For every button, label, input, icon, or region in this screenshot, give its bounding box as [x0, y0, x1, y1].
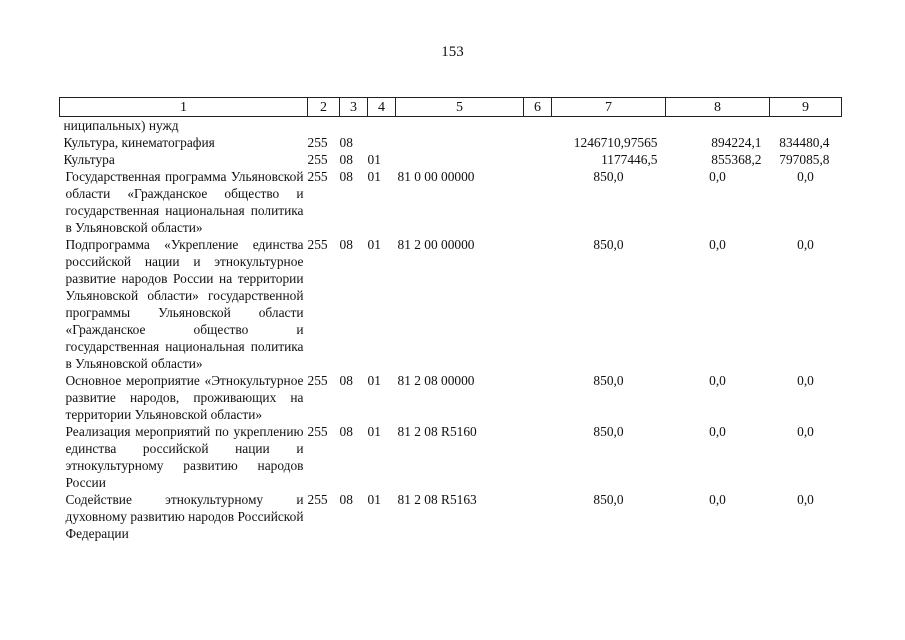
- row-name: Содействие этнокультурному и духовному развитию народов Российской Федерации: [65, 492, 304, 541]
- cell-c3: 08: [339, 373, 353, 388]
- cell-c9: 797085,8: [779, 152, 830, 167]
- cell-c8: 0,0: [709, 424, 726, 439]
- cell-c3: 08: [339, 492, 353, 507]
- cell-c2: 255: [307, 492, 328, 507]
- cell-c3: 08: [339, 152, 353, 167]
- budget-table: [59, 97, 842, 542]
- cell-c3: 08: [339, 237, 353, 252]
- cell-c4: 01: [367, 424, 381, 439]
- table-row: [60, 491, 842, 542]
- column-header: 5: [396, 98, 524, 117]
- table-row: [60, 134, 842, 151]
- cell-c8: 0,0: [709, 373, 726, 388]
- cell-c6: [524, 236, 552, 372]
- table-row: [60, 372, 842, 423]
- cell-c3: [340, 117, 368, 135]
- cell-c9: [770, 117, 842, 135]
- cell-c7: 850,0: [593, 424, 624, 439]
- cell-c7: 850,0: [593, 492, 624, 507]
- table-row: [60, 117, 842, 135]
- cell-c4: 01: [367, 152, 381, 167]
- cell-c5: [396, 134, 524, 151]
- cell-c5: 81 2 00 00000: [397, 237, 475, 252]
- row-name: Государственная программа Ульяновской области «Гражданское общество и государственная национальная политика в Ульяновской области»: [65, 169, 304, 235]
- cell-c9: 0,0: [797, 492, 814, 507]
- row-name: Реализация мероприятий по укреплению единства российской нации и этнокультурному развитию народов России: [65, 424, 304, 490]
- cell-c8: 0,0: [709, 169, 726, 184]
- cell-c2: 255: [307, 135, 328, 150]
- row-name: Культура, кинематография: [63, 135, 215, 150]
- cell-c5: 81 2 08 R5163: [397, 492, 477, 507]
- column-header: 2: [308, 98, 340, 117]
- cell-c5: 81 0 00 00000: [397, 169, 475, 184]
- cell-c8: 0,0: [709, 237, 726, 252]
- cell-c7: 1246710,97565: [573, 135, 658, 150]
- column-header: 6: [524, 98, 552, 117]
- header-row: [60, 98, 842, 117]
- cell-c9: 0,0: [797, 373, 814, 388]
- column-header: 9: [770, 98, 842, 117]
- row-name: Основное мероприятие «Этнокультурное развитие народов, проживающих на территории Ульяновской области»: [65, 373, 304, 422]
- cell-c8: [666, 117, 770, 135]
- cell-c3: 08: [339, 169, 353, 184]
- column-header: 1: [60, 98, 308, 117]
- cell-c2: 255: [307, 373, 328, 388]
- table-body: [60, 117, 842, 543]
- cell-c2: 255: [307, 152, 328, 167]
- table-row: [60, 168, 842, 236]
- row-name: Культура: [63, 152, 115, 167]
- cell-c6: [524, 168, 552, 236]
- cell-c2: [308, 117, 340, 135]
- cell-c5: [396, 117, 524, 135]
- cell-c7: [552, 117, 666, 135]
- cell-c6: [524, 372, 552, 423]
- cell-c5: 81 2 08 R5160: [397, 424, 477, 439]
- cell-c6: [524, 491, 552, 542]
- cell-c3: 08: [339, 424, 353, 439]
- table-row: [60, 423, 842, 491]
- table-row: [60, 151, 842, 168]
- cell-c9: 0,0: [797, 424, 814, 439]
- cell-c5: 81 2 08 00000: [397, 373, 475, 388]
- cell-c4: 01: [367, 237, 381, 252]
- row-name: Подпрограмма «Укрепление единства российской нации и этнокультурное развитие народов России на территории Ульяновской области» государственной программы Ульяновской области «Гражданское общество и государственная национальная политика в Ульяновской области»: [65, 237, 304, 371]
- cell-c6: [524, 117, 552, 135]
- cell-c5: [396, 151, 524, 168]
- cell-c8: 0,0: [709, 492, 726, 507]
- page-number: 153: [441, 44, 464, 60]
- cell-c7: 850,0: [593, 237, 624, 252]
- column-header: 7: [552, 98, 666, 117]
- cell-c6: [524, 134, 552, 151]
- cell-c6: [524, 423, 552, 491]
- cell-c2: 255: [307, 237, 328, 252]
- cell-c4: 01: [367, 373, 381, 388]
- cell-c9: 0,0: [797, 237, 814, 252]
- column-header: 4: [368, 98, 396, 117]
- cell-c9: 0,0: [797, 169, 814, 184]
- cell-c4: 01: [367, 492, 381, 507]
- cell-c4: [368, 134, 396, 151]
- cell-c6: [524, 151, 552, 168]
- table-header: [60, 98, 842, 117]
- cell-c7: 1177446,5: [601, 152, 658, 167]
- row-name: ниципальных) нужд: [63, 118, 179, 133]
- cell-c8: 855368,2: [711, 152, 762, 167]
- cell-c2: 255: [307, 169, 328, 184]
- table-row: [60, 236, 842, 372]
- cell-c7: 850,0: [593, 169, 624, 184]
- cell-c2: 255: [307, 424, 328, 439]
- column-header: 3: [340, 98, 368, 117]
- column-header: 8: [666, 98, 770, 117]
- cell-c9: 834480,4: [779, 135, 830, 150]
- cell-c8: 894224,1: [711, 135, 762, 150]
- cell-c7: 850,0: [593, 373, 624, 388]
- cell-c3: 08: [339, 135, 353, 150]
- cell-c4: 01: [367, 169, 381, 184]
- cell-c4: [368, 117, 396, 135]
